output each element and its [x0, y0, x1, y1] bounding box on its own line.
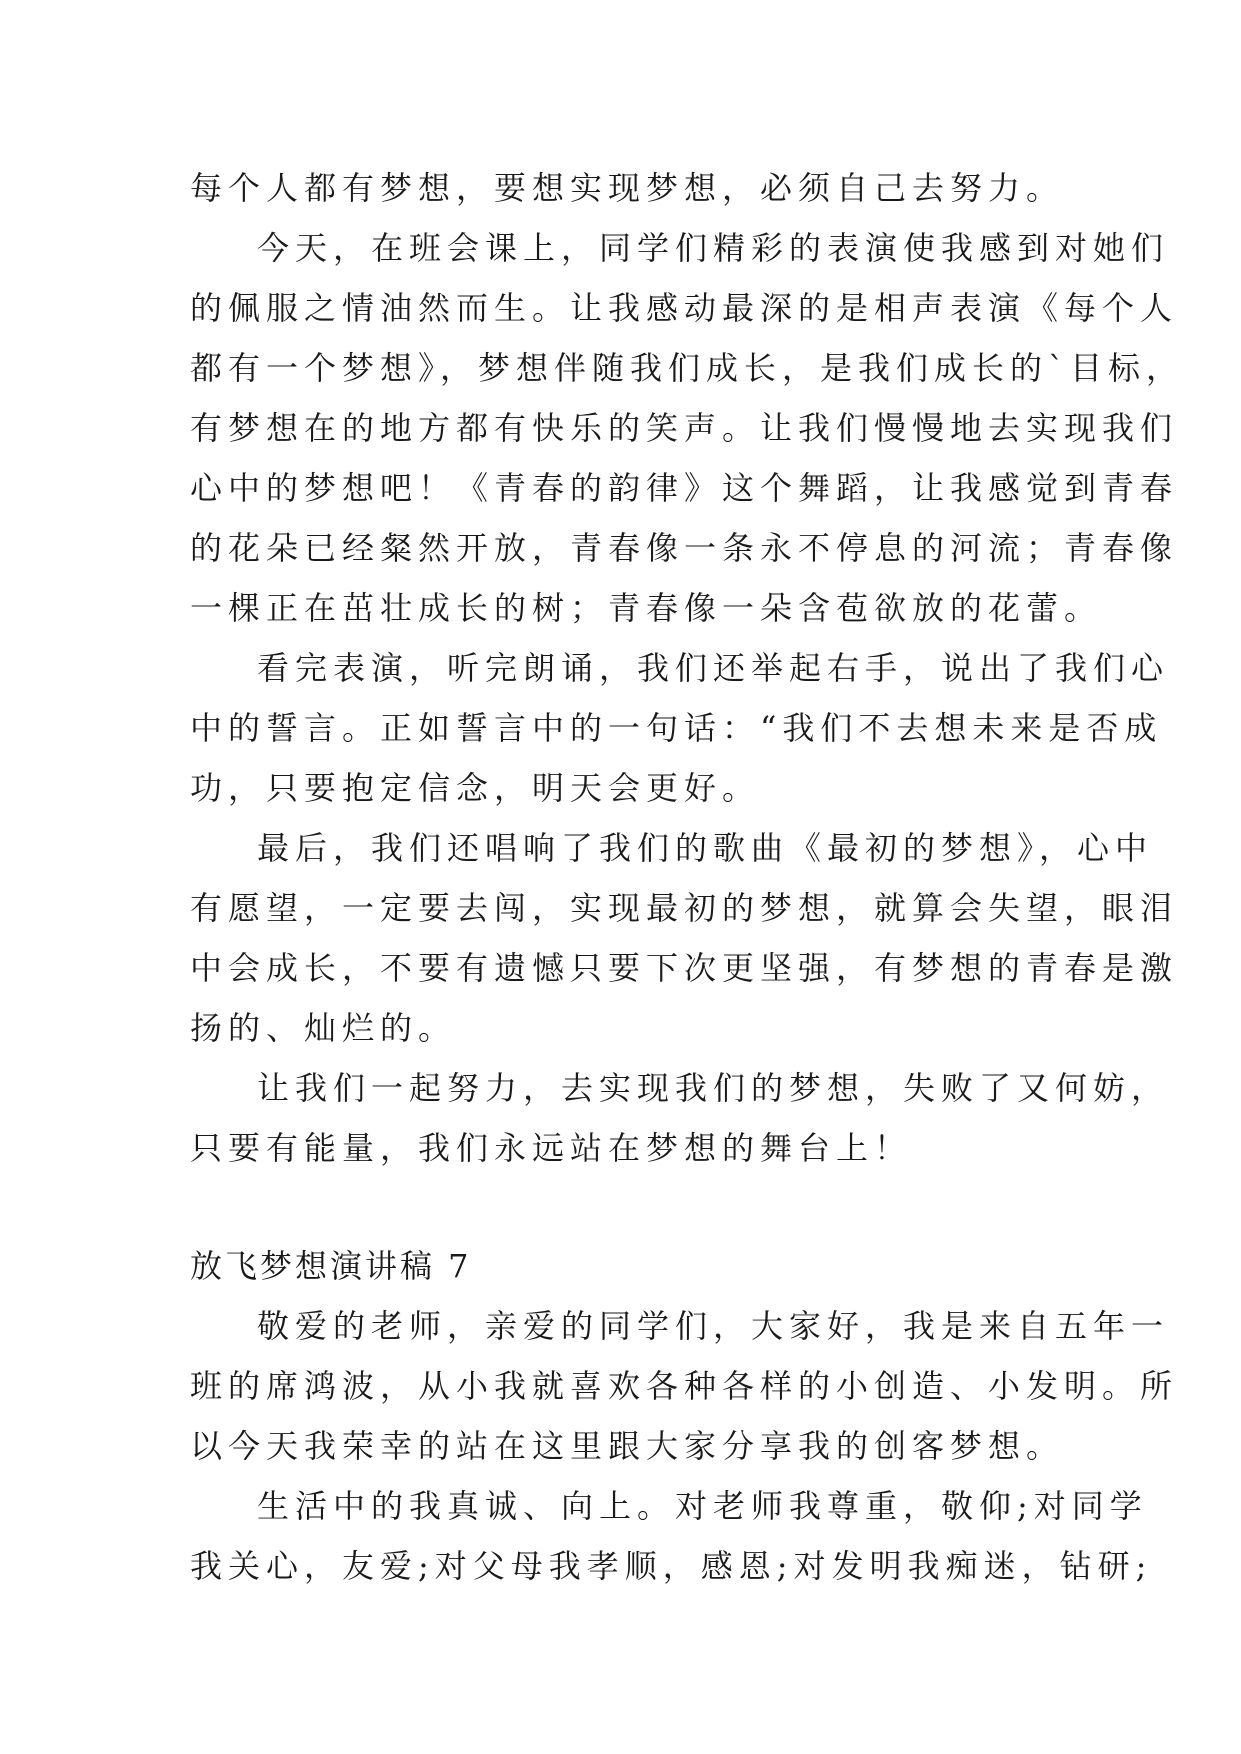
text-line: 敬爱的老师，亲爱的同学们，大家好，我是来自五年一	[257, 1307, 1170, 1345]
text-line: 只要有能量，我们永远站在梦想的舞台上！	[190, 1129, 913, 1167]
speech-body-part-1	[190, 158, 1185, 1178]
text-line: 看完表演，听完朗诵，我们还举起右手，说出了我们心	[257, 649, 1170, 687]
text-line: 每个人都有梦想，要想实现梦想，必须自己去努力。	[190, 169, 1065, 207]
text-line: 有梦想在的地方都有快乐的笑声。让我们慢慢地去实现我们	[190, 409, 1179, 447]
document-page	[190, 158, 1185, 1596]
text-line: 有愿望，一定要去闯，实现最初的梦想，就算会失望，眼泪	[190, 889, 1179, 927]
text-line: 生活中的我真诚、向上。对老师我尊重，敬仰;对同学	[257, 1487, 1148, 1525]
text-line: 扬的、灿烂的。	[190, 1009, 457, 1047]
section-heading: 放飞梦想演讲稿 7	[190, 1247, 472, 1285]
speech-body-part-2	[190, 1296, 1179, 1596]
text-line: 的佩服之情油然而生。让我感动最深的是相声表演《每个人	[190, 289, 1179, 327]
text-line: 以今天我荣幸的站在这里跟大家分享我的创客梦想。	[190, 1427, 1065, 1465]
text-line: 让我们一起努力，去实现我们的梦想，失败了又何妨，	[257, 1069, 1170, 1107]
text-line: 班的席鸿波，从小我就喜欢各种各样的小创造、小发明。所	[190, 1367, 1179, 1405]
text-line: 的花朵已经粲然开放，青春像一条永不停息的河流；青春像	[190, 529, 1179, 567]
text-line: 心中的梦想吧！《青春的韵律》这个舞蹈，让我感觉到青春	[190, 469, 1179, 507]
text-line: 中的誓言。正如誓言中的一句话：“我们不去想未来是否成	[190, 709, 1163, 747]
text-line: 最后，我们还唱响了我们的歌曲《最初的梦想》，心中	[257, 829, 1154, 867]
text-line: 今天，在班会课上，同学们精彩的表演使我感到对她们	[257, 229, 1170, 267]
text-line: 中会成长，不要有遗憾只要下次更坚强，有梦想的青春是激	[190, 949, 1179, 987]
text-line: 一棵正在茁壮成长的树；青春像一朵含苞欲放的花蕾。	[190, 589, 1103, 627]
text-line: 我关心，友爱;对父母我孝顺，感恩;对发明我痴迷，钻研;	[190, 1547, 1153, 1585]
text-line: 都有一个梦想》，梦想伴随我们成长，是我们成长的`目标，	[190, 349, 1185, 387]
text-line: 功，只要抱定信念，明天会更好。	[190, 769, 761, 807]
